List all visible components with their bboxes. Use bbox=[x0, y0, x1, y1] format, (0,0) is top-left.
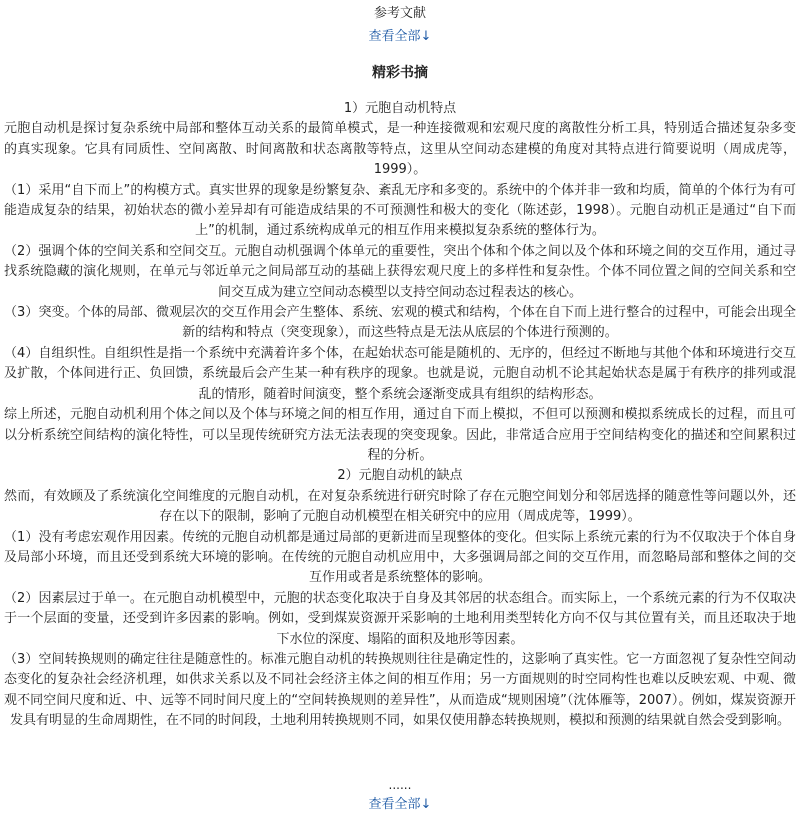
excerpt-content bbox=[4, 99, 796, 732]
view-all-link[interactable]: 查看全部 bbox=[368, 797, 421, 812]
paragraph: （3）空间转换规则的确定往往是随意性的。标准元胞自动机的转换规则往往是确定性的，这影响了真实性。它一方面忽视了复杂性空间动态变化的复杂社会经济机理，如供求关系以及不同社会经济主体之间的相互作用；另一方面规则的时空同构性也难以反映宏观、中观、微观不同空间尺度和近、中、远等不同时间尺度上的“空间转换规则的差异性”，从而造成“规则困境”（沈体雁等，2007）。例如，煤炭资源开发具有明显的生命周期性，在不同的时间段，土地利用转换规则不同，如果仅使用静态转换规则，模拟和预测的结果就自然会受到影响。 bbox=[4, 651, 796, 729]
paragraph: （2）强调个体的空间关系和空间交互。元胞自动机强调个体单元的重要性，突出个体和个体之间以及个体和环境之间的交互作用，通过寻找系统隐藏的演化规则，在单元与邻近单元之间局部互动的基础上获得宏观尺度上的多样性和复杂性。个体不同位置之间的空间关系和空间交互成为建立空间动态模型以支持空间动态过程表达的核心。 bbox=[4, 243, 796, 300]
view-all-references bbox=[0, 26, 800, 46]
view-all-link[interactable]: 查看全部 bbox=[368, 29, 421, 44]
paragraph: 综上所述，元胞自动机利用个体之间以及个体与环境之间的相互作用，通过自下而上模拟，不但可以预测和模拟系统成长的过程，而且可以分析系统空间结构的演化特性，可以呈现传统研究方法无法表现的突变现象。因此，非常适合应用于空间结构变化的描述和空间累积过程的分析。 bbox=[4, 407, 796, 463]
view-all-excerpt bbox=[0, 794, 800, 814]
paragraph: （1）没有考虑宏观作用因素。传统的元胞自动机都是通过局部的更新进而呈现整体的变化。但实际上系统元素的行为不仅取决于个体自身及局部小环境，而且还受到系统大环境的影响。在传统的元胞自动机应用中，大多强调局部之间的交互作用，而忽略局部和整体之间的交互作用或者是系统整体的影响。 bbox=[4, 529, 796, 586]
paragraph: 然而，有效顾及了系统演化空间维度的元胞自动机，在对复杂系统进行研究时除了存在元胞空间划分和邻居选择的随意性等问题以外，还存在以下的限制，影响了元胞自动机模型在相关研究中的应用（周成虎等，1999）。 bbox=[4, 488, 796, 525]
arrow-down-icon[interactable]: ↓ bbox=[420, 29, 432, 44]
paragraph: （1）采用“自下而上”的构模方式。真实世界的现象是纷繁复杂、紊乱无序和多变的。系统中的个体并非一致和均质，简单的个体行为有可能造成复杂的结果，初始状态的微小差异却有可能造成结果的不可预测性和极大的变化（陈述彭，1998）。元胞自动机正是通过“自下而上”的机制，通过系统构成单元的相互作用来模拟复杂系统的整体行为。 bbox=[4, 182, 796, 239]
paragraph: 元胞自动机是探讨复杂系统中局部和整体互动关系的最简单模式，是一种连接微观和宏观尺度的离散性分析工具，特别适合描述复杂多变的真实现象。它具有同质性、空间离散、时间离散和状态离散等特点，这里从空间动态建模的角度对其特点进行简要说明（周成虎等，1999）。 bbox=[4, 121, 796, 178]
references-heading: 参考文献 bbox=[373, 6, 426, 21]
subheading: 1）元胞自动机特点 bbox=[343, 101, 457, 116]
excerpt-title: 精彩书摘 bbox=[372, 65, 428, 81]
paragraph: （4）自组织性。自组织性是指一个系统中充满着许多个体，在起始状态可能是随机的、无序的，但经过不断地与其他个体和环境进行交互及扩散，个体间进行正、负回馈，系统最后会产生某一种有秩序的现象。也就是说，元胞自动机不论其起始状态是属于有秩序的排列或混乱的情形，随着时间演变，整个系统会逐渐变成具有组织的结构形态。 bbox=[4, 345, 796, 402]
arrow-down-icon[interactable]: ↓ bbox=[420, 797, 432, 812]
paragraph: （3）突变。个体的局部、微观层次的交互作用会产生整体、系统、宏观的模式和结构，个体在自下而上进行整合的过程中，可能会出现全新的结构和特点（突变现象），而这些特点是无法从底层的个体进行预测的。 bbox=[4, 305, 796, 341]
ellipsis: ...... bbox=[388, 778, 412, 792]
paragraph: （2）因素层过于单一。在元胞自动机模型中，元胞的状态变化取决于自身及其邻居的状态组合。而实际上，一个系统元素的行为不仅取决于一个层面的变量，还受到许多因素的影响。例如，受到煤炭资源开采影响的土地利用类型转化方向不仅与其位置有关，而且还取决于地下水位的深度、塌陷的面积及地形等因素。 bbox=[4, 590, 796, 647]
subheading: 2）元胞自动机的缺点 bbox=[337, 468, 463, 484]
